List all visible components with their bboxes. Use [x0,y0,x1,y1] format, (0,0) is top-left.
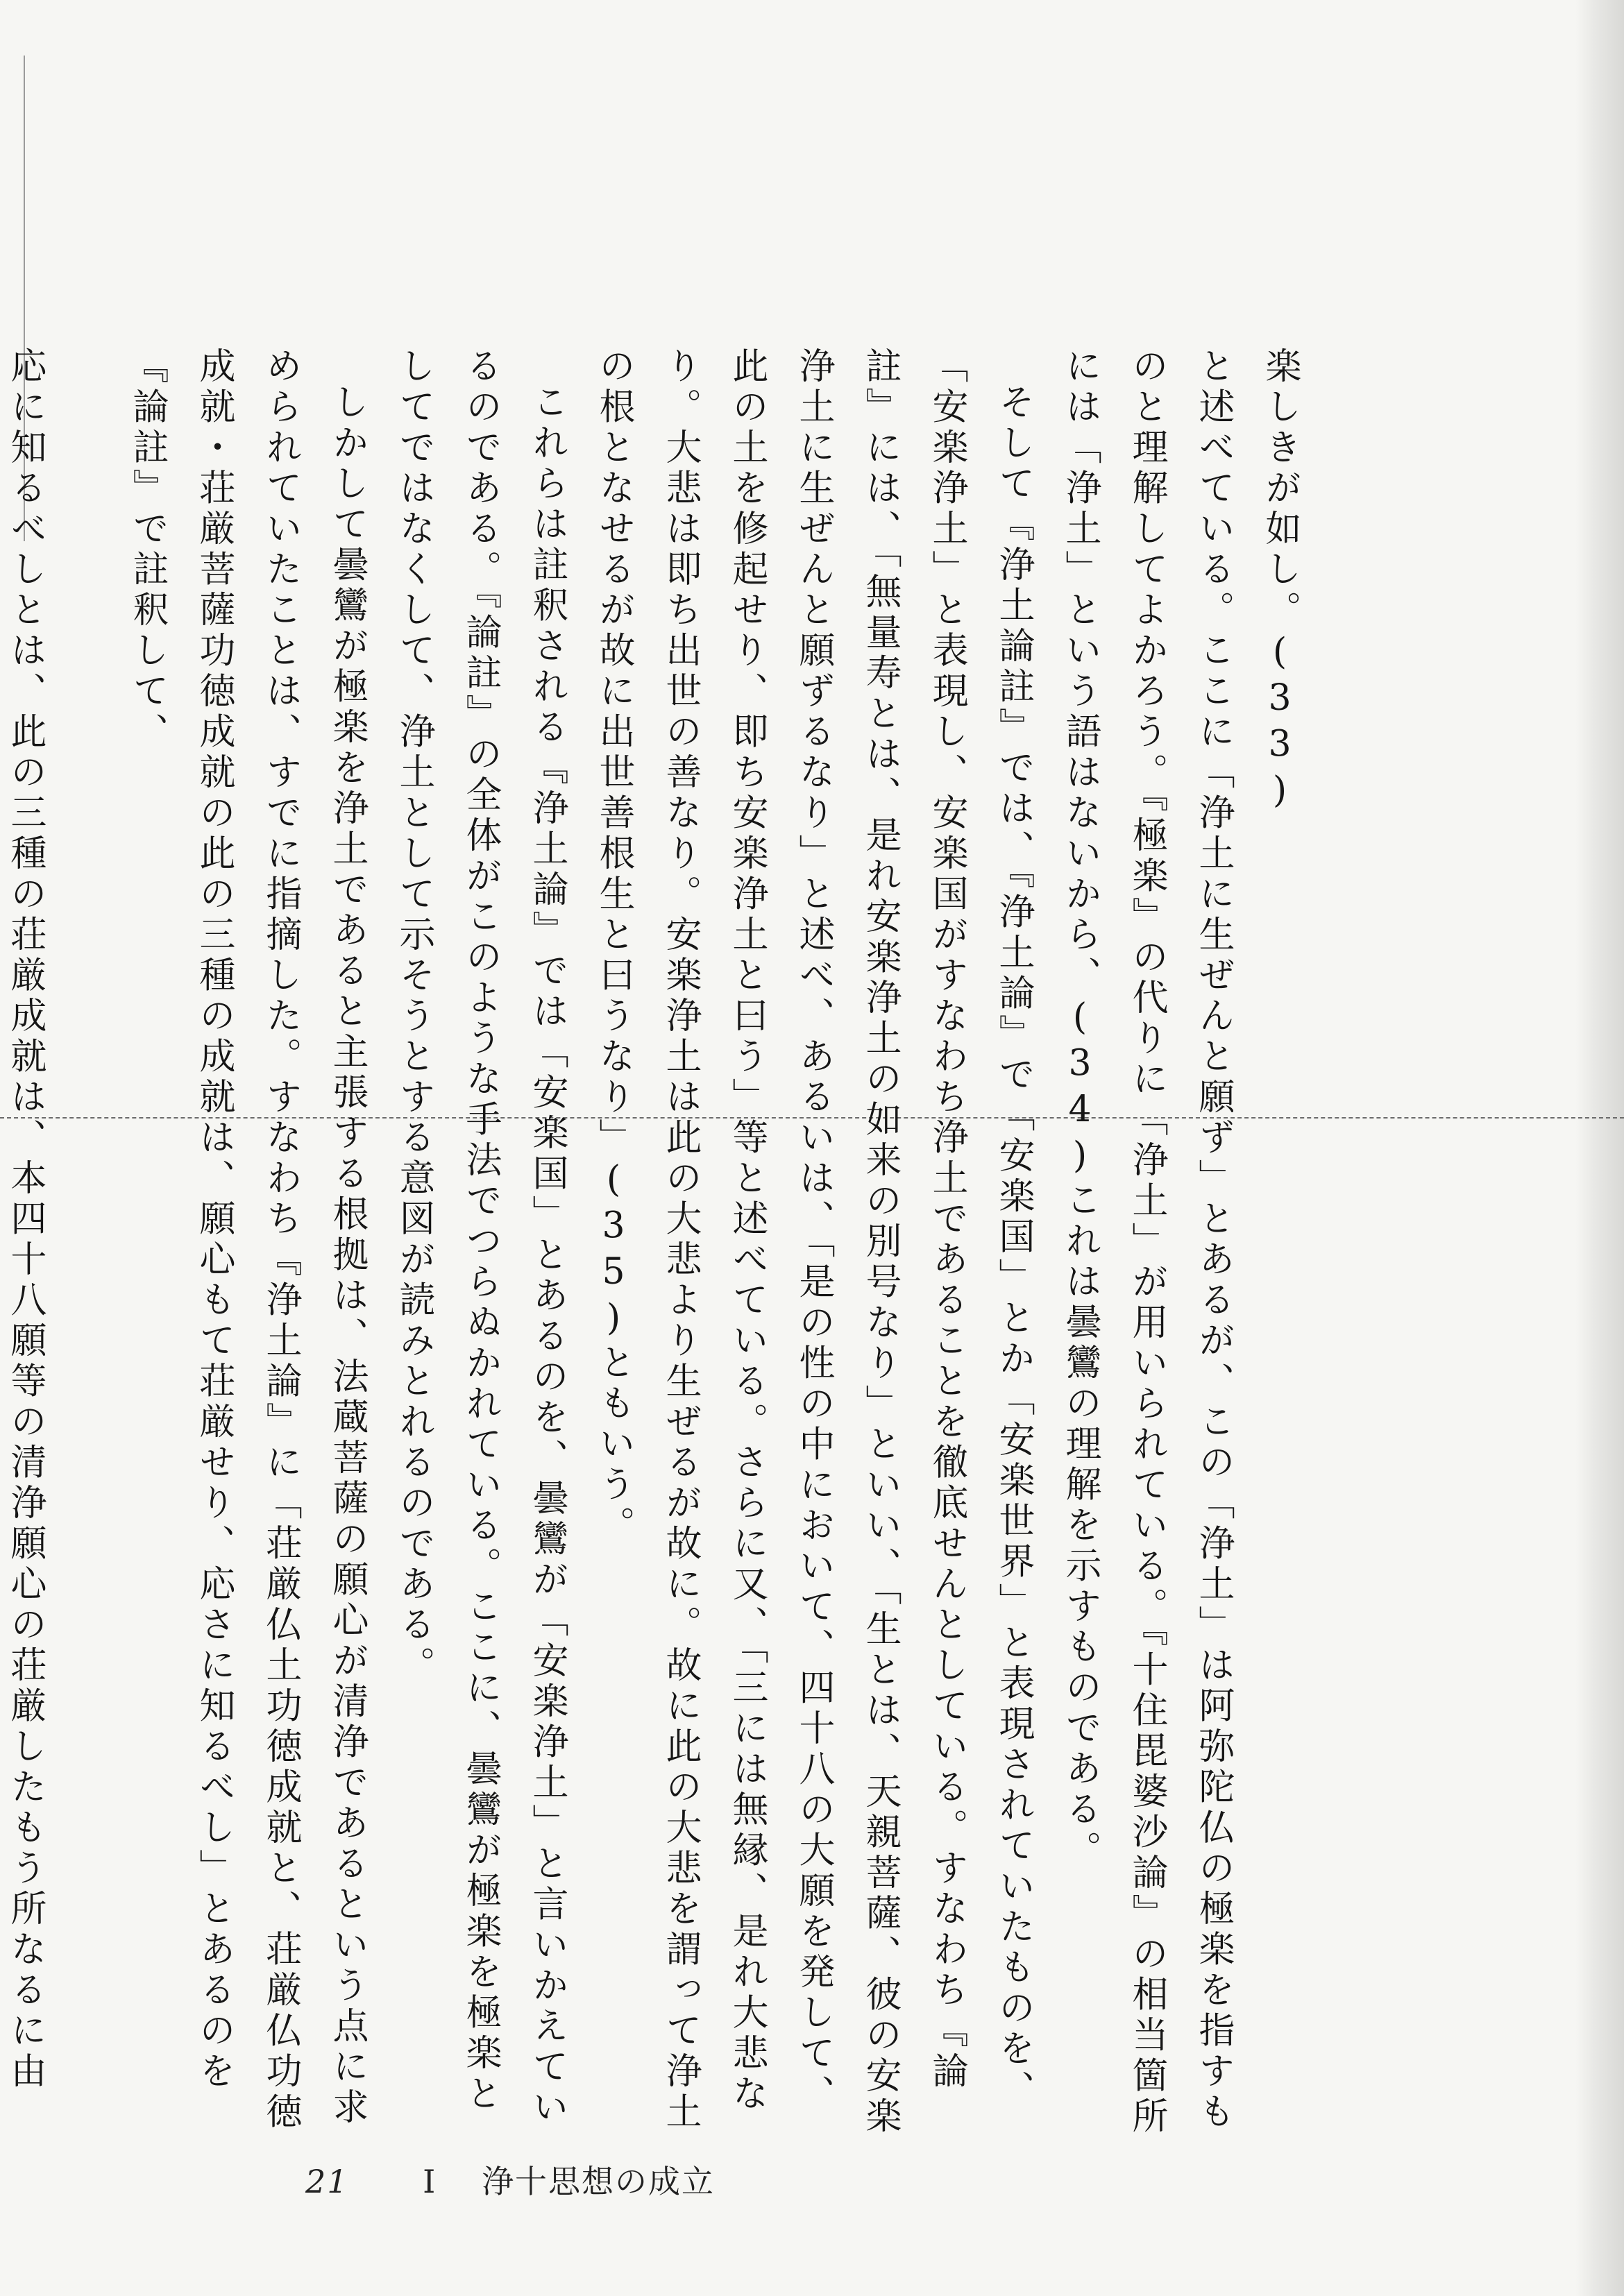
chapter-title: 浄十思想の成立 [481,2163,715,2200]
paragraph-2: そして『浄土論註』では、『浄土論』で「安楽国」とか「安楽世界」と表現されていたものを、「安楽浄土」と表現し、安楽国がすなわち浄土であることを徹底せんとしている。すなわち『論註』には、「無量寿とは、是れ安楽浄土の如来の別号なり」といい、「生とは、天親菩薩、彼の安楽浄土に生ぜんと願ずるなり」と述べ、あるいは、「是の性の中において、四十八の大願を発して、此の土を修起せり、即ち安楽浄土と曰う」等と述べている。さらに又、「三には無縁、是れ大悲なり。大悲は即ち出世の善なり。安楽浄土は此の大悲より生ぜるが故に。故に此の大悲を謂って浄土の根となせるが故に出世善根生と曰うなり」(35)ともいう。 [593,347,1034,2138]
quote-line-2: 応に知るべしとは、此の三種の荘厳成就は、本四十八願等の清浄願心の荘厳したもう所なるに由 [4,347,46,2093]
page-footer [305,2157,715,2202]
paragraph-3: これらは註釈される『浄土論』では「安楽国」とあるのを、曇鸞が「安楽浄土」と言いかえているのである。『論註』の全体がこのような手法でつらぬかれている。ここに、曇鸞が極楽を極楽としてではなくして、浄土として示そうとする意図が読みとれるのである。 [393,347,568,2129]
scan-shadow-edge [1575,0,1624,2296]
paragraph-1: と述べている。ここに「浄土に生ぜんと願ず」とあるが、この「浄土」は阿弥陀仏の極楽を指すものと理解してよかろう。『極楽』の代りに「浄土」が用いられている。『十住毘婆沙論』の相当箇所には「浄土」という語はないから、(34)これは曇鸞の理解を示すものである。 [1059,347,1234,2138]
page-number: 21 [305,2163,349,2200]
chapter-number: I [423,2163,437,2200]
quote-line-1: 楽しきが如し。(33) [1259,347,1301,816]
paragraph-4: しかして曇鸞が極楽を浄土であると主張する根拠は、法蔵菩薩の願心が清浄であるという点に求められていたことは、すでに指摘した。すなわち『浄土論』に「荘厳仏土功徳成就と、荘厳仏功徳成就・荘厳菩薩功徳成就の此の三種の成就は、願心もて荘厳せり、応さに知るべし」とあるのを『論註』で註釈して、 [126,347,368,2133]
vertical-text-body [4,347,1388,2151]
